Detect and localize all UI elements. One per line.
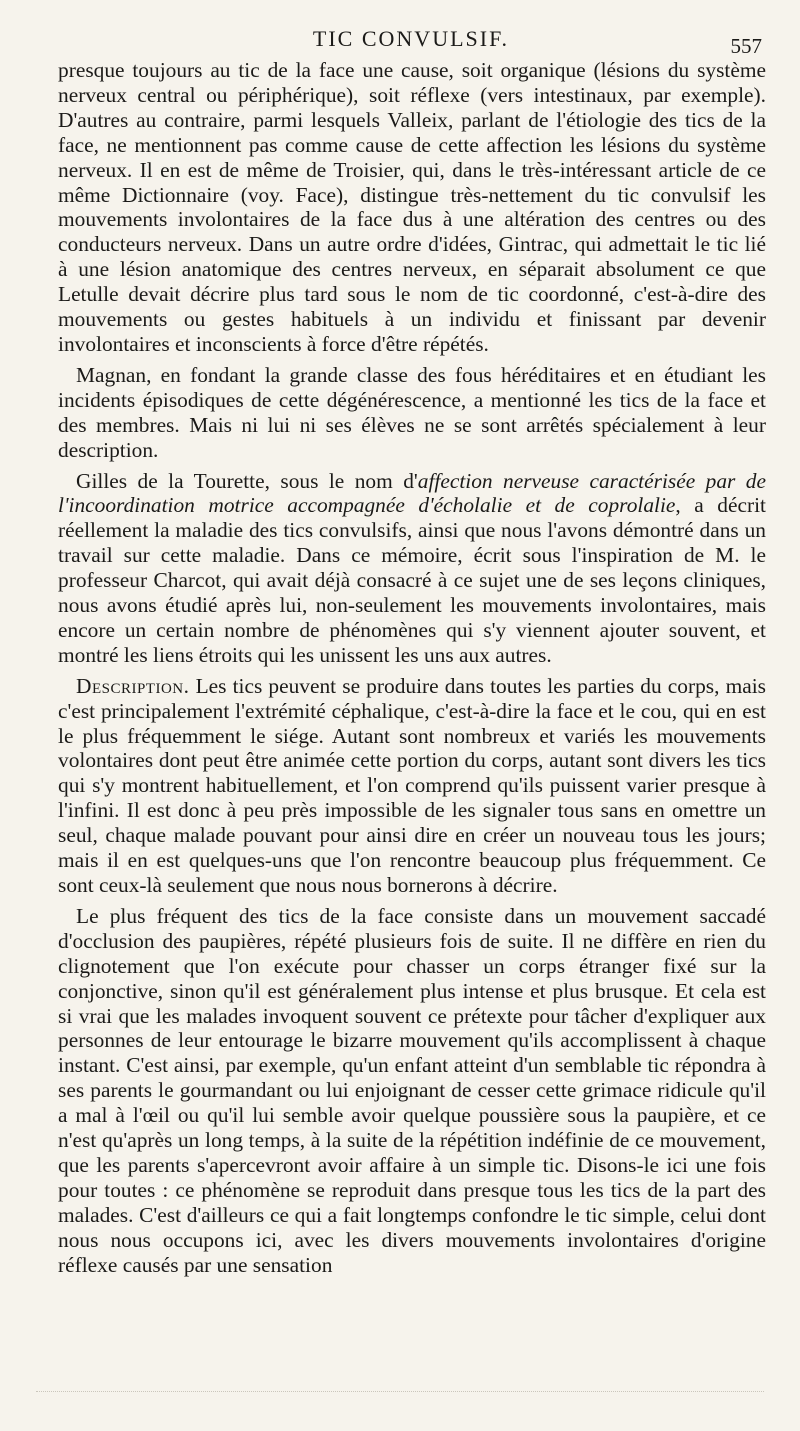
paragraph-blinking-tic: Le plus fréquent des tics de la face consiste dans un mouvement saccadé d'occlusion des paupières, répété plusieurs fois de suite. Il ne diffère en rien du clignotement que l'on exécute pour chasser un corps étranger fixé sur la conjonctive, sinon qu'il est généralement plus intense et plus brusque. Et cela est si vrai que les malades invoquent souvent ce prétexte pour tâcher d'expliquer aux personnes de leur entourage le bizarre mouvement qu'ils accomplissent à chaque instant. C'est ainsi, par exemple, qu'un enfant atteint d'un semblable tic répondra à ses parents le gourmandant ou lui enjoignant de cesser cette grimace ridicule qu'il a mal à l'œil ou qu'il lui semble avoir quelque poussière sous la paupière, et ce n'est qu'après un long temps, à la suite de la répétition indéfinie de ce mouvement, que les parents s'apercevront avoir affaire à un simple tic. Disons-le ici une fois pour toutes : ce phénomène se reproduit dans presque tous les tics de la part des malades. C'est d'ailleurs ce qui a fait longtemps confondre le tic simple, celui dont nous nous occupons ici, avec les divers mouvements involontaires d'origine réflexe causés par une sensation xyxy=(58,903,766,1277)
running-title: TIC CONVULSIF. xyxy=(312,26,510,51)
footer-rule xyxy=(36,1391,764,1393)
paragraph-text: Les tics peuvent se produire dans toutes les parties du corps, mais c'est principalement l'extrémité céphalique, c'est-à-dire la face et le cou, qui en est le plus fréquemment le siége. Autant sont nombreux et variés les mouvements volontaires dont peut être animée cette portion du corps, autant sont divers les tics qui s'y montrent habituellement, et l'on comprend qu'ils puissent varier presque à l'infini. Il est donc à peu près impossible de les signaler tous sans en omettre un seul, chaque malade pouvant pour ainsi dire en créer un nouveau tous les jours; mais il en est quelques-uns que l'on rencontre beaucoup plus fréquemment. Ce sont ceux-là seulement que nous nous bornerons à décrire. xyxy=(58,673,766,897)
italic-disease-name: affection nerveuse caractérisée par de l'incoordination motrice accompagnée d'écholalie et de coprolalie xyxy=(58,468,766,518)
paragraph-gilles-de-la-tourette xyxy=(58,469,766,668)
section-heading: Description. xyxy=(76,673,190,698)
paragraph-text: , a décrit réellement la maladie des tics convulsifs, ainsi que nous l'avons démontré dans un travail sur cette maladie. Dans ce mémoire, écrit sous l'inspiration de M. le professeur Charcot, qui avait déjà consacré à ce sujet une de ses leçons cliniques, nous avons étudié après lui, non-seulement les mouvements involontaires, mais encore un certain nombre de phénomènes qui s'y viennent ajouter souvent, et montré les liens étroits qui les unissent les uns aux autres. xyxy=(58,493,766,667)
paragraph-magnan: Magnan, en fondant la grande classe des fous héréditaires et en étudiant les incidents épisodiques de cette dégénérescence, a mentionné les tics de la face et des membres. Mais ni lui ni ses élèves ne se sont arrêtés spécialement à leur description. xyxy=(58,362,766,462)
page-number: 557 xyxy=(730,34,762,58)
paragraph-text: Gilles de la Tourette, sous le nom d' xyxy=(76,468,418,493)
paragraph-continuation: presque toujours au tic de la face une cause, soit organique (lésions du système nerveux central ou périphérique), soit réflexe (vers intestinaux, par exemple). D'autres au contraire, parmi lesquels Valleix, parlant de l'étiologie des tics de la face, ne mentionnent pas comme cause de cette affection les lésions du système nerveux. Il en est de même de Troisier, qui, dans le très-intéressant article de ce même Dictionnaire (voy. Face), distingue très-nettement du tic convulsif les mouvements involontaires de la face dus à une altération des centres ou des conducteurs nerveux. Dans un autre ordre d'idées, Gintrac, qui admettait le tic lié à une lésion anatomique des centres nerveux, en séparait absolument ce que Letulle devait décrire plus tard sous le nom de tic coordonné, c'est-à-dire des mouvements ou gestes habituels à un individu et finissant par devenir involontaires et inconscients à force d'être répétés. xyxy=(58,58,766,356)
paragraph-description xyxy=(58,674,766,898)
body-text xyxy=(58,58,766,1278)
page-header xyxy=(60,22,762,58)
